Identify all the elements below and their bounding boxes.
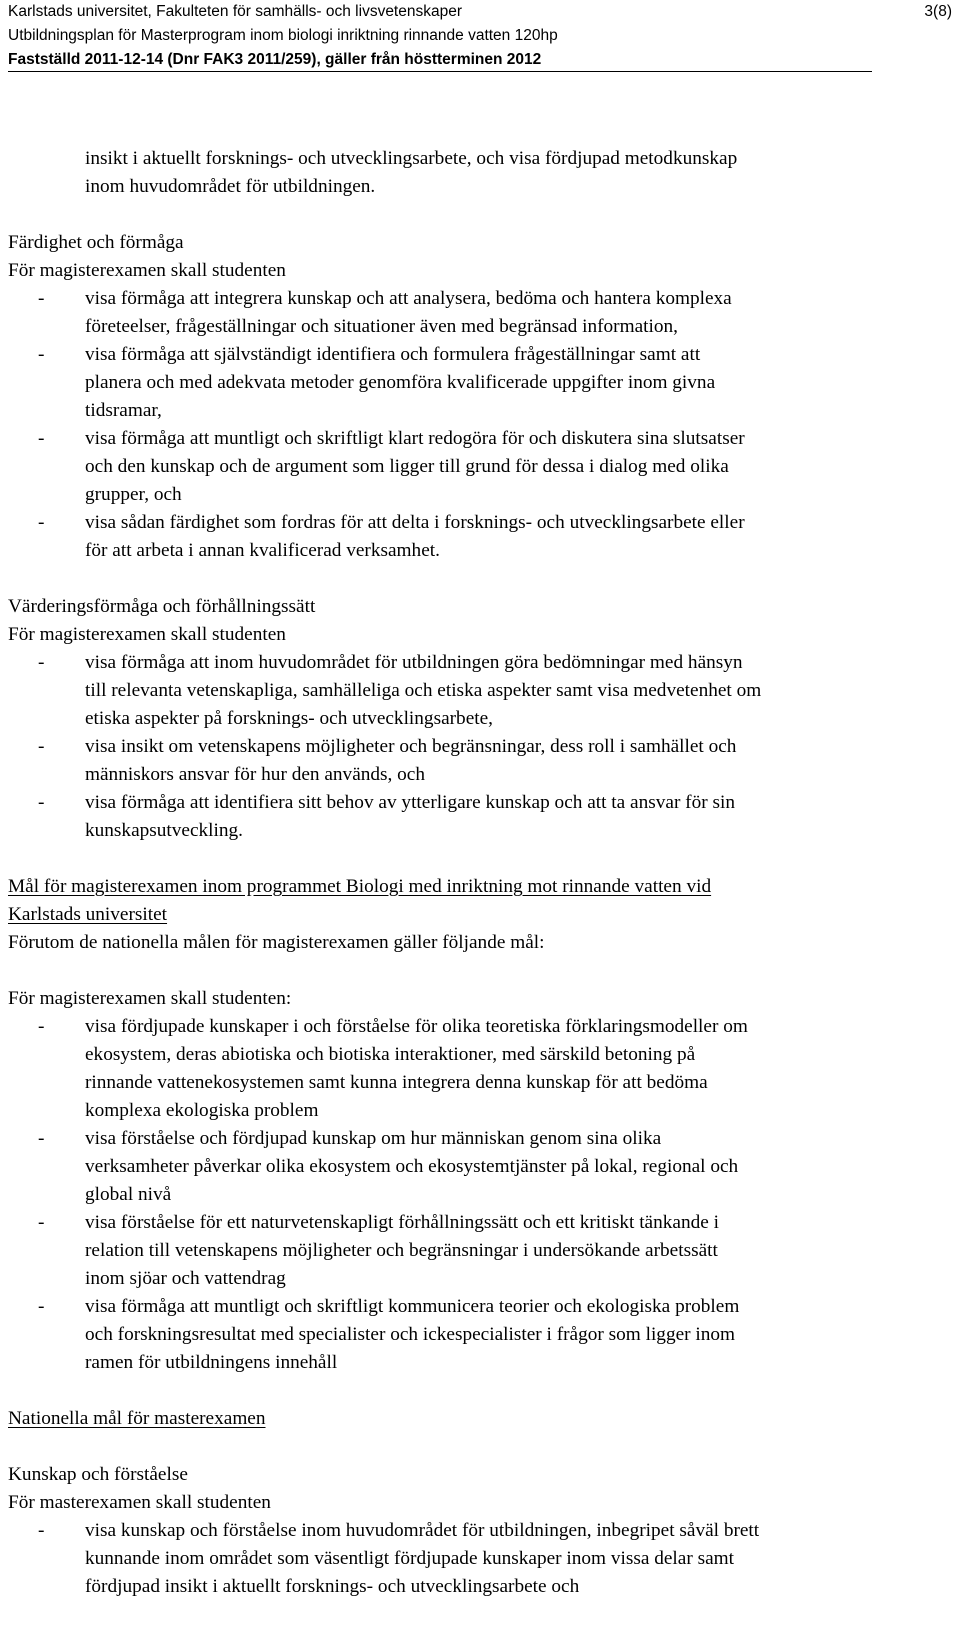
dash-bullet: - <box>38 792 45 813</box>
section-lead: För magisterexamen skall studenten <box>8 260 286 281</box>
section-heading-skills: Färdighet och förmåga <box>8 232 184 253</box>
list-item-line: visa förståelse och fördjupad kunskap om hur människan genom sina olika <box>85 1128 662 1149</box>
list-item-line: tidsramar, <box>85 400 162 421</box>
list-item-line: visa förmåga att inom huvudområdet för utbildningen göra bedömningar med hänsyn <box>85 652 743 673</box>
list-item-line: till relevanta vetenskapliga, samhälleliga och etiska aspekter samt visa medvetenhet om <box>85 680 762 701</box>
dash-bullet: - <box>38 1016 45 1037</box>
national-master-list <box>8 1517 953 1601</box>
dash-bullet: - <box>38 652 45 673</box>
list-item-line: inom sjöar och vattendrag <box>85 1268 286 1289</box>
dash-bullet: - <box>38 344 45 365</box>
dash-bullet: - <box>38 1212 45 1233</box>
list-item <box>8 341 953 425</box>
list-item-line: ekosystem, deras abiotiska och biotiska interaktioner, med särskild betoning på <box>85 1044 696 1065</box>
list-item-line: grupper, och <box>85 484 182 505</box>
list-item-line: fördjupad insikt i aktuellt forsknings- och utvecklingsarbete och <box>85 1576 580 1597</box>
list-item-line: visa förmåga att muntligt och skriftligt klart redogöra för och diskutera sina slutsatser <box>85 428 745 449</box>
list-item <box>8 1125 953 1209</box>
list-item-line: kunnande inom området som väsentligt fördjupade kunskaper inom vissa delar samt <box>85 1548 734 1569</box>
list-item <box>8 733 953 789</box>
section-heading-program-goals: Karlstads universitet <box>8 904 168 925</box>
list-item-line: människors ansvar för hur den används, och <box>85 764 426 785</box>
page-number: 3(8) <box>924 3 952 20</box>
section-lead: För magisterexamen skall studenten: <box>8 988 292 1009</box>
list-item <box>8 425 953 509</box>
list-item <box>8 789 953 845</box>
list-item-line: visa förmåga att integrera kunskap och att analysera, bedöma och hantera komplexa <box>85 288 732 309</box>
list-item-line: ramen för utbildningens innehåll <box>85 1352 338 1373</box>
list-item-line: visa förmåga att muntligt och skriftligt kommunicera teorier och ekologiska problem <box>85 1296 740 1317</box>
header-university: Karlstads universitet, Fakulteten för samhälls- och livsvetenskaper <box>8 3 463 20</box>
dash-bullet: - <box>38 512 45 533</box>
list-item-line: global nivå <box>85 1184 172 1205</box>
list-item-line: komplexa ekologiska problem <box>85 1100 319 1121</box>
values-list <box>8 649 953 845</box>
list-item <box>8 285 953 341</box>
list-item-line: relation till vetenskapens möjligheter och begränsningar i undersökande arbetssätt <box>85 1240 718 1261</box>
intro-line: insikt i aktuellt forsknings- och utvecklingsarbete, och visa fördjupad metodkunskap <box>85 148 738 169</box>
list-item-line: visa förmåga att identifiera sitt behov av ytterligare kunskap och att ta ansvar för sin <box>85 792 735 813</box>
list-item-line: planera och med adekvata metoder genomföra kvalificerade uppgifter inom givna <box>85 372 716 393</box>
list-item <box>8 1209 953 1293</box>
list-item-line: visa kunskap och förståelse inom huvudområdet för utbildningen, inbegripet såväl brett <box>85 1520 760 1541</box>
list-item-line: rinnande vattenekosystemen samt kunna integrera denna kunskap för att bedöma <box>85 1072 708 1093</box>
section-heading-values: Värderingsförmåga och förhållningssätt <box>8 596 316 617</box>
header-approval-info: Fastställd 2011-12-14 (Dnr FAK3 2011/259), gäller från höstterminen 2012 <box>8 51 542 68</box>
list-item-line: och forskningsresultat med specialister och ickespecialister i frågor som ligger inom <box>85 1324 736 1345</box>
list-item-line: visa förmåga att självständigt identifiera och formulera frågeställningar samt att <box>85 344 701 365</box>
dash-bullet: - <box>38 428 45 449</box>
dash-bullet: - <box>38 1296 45 1317</box>
section-heading-national-master: Nationella mål för masterexamen <box>8 1408 266 1429</box>
program-goals-intro: Förutom de nationella målen för magisterexamen gäller följande mål: <box>8 932 545 953</box>
section-heading-program-goals: Mål för magisterexamen inom programmet Biologi med inriktning mot rinnande vatten vid <box>8 876 712 897</box>
list-item-line: företeelser, frågeställningar och situationer även med begränsad information, <box>85 316 678 337</box>
list-item-line: för att arbeta i annan kvalificerad verksamhet. <box>85 540 440 561</box>
section-lead: För magisterexamen skall studenten <box>8 624 286 645</box>
list-item <box>8 509 953 565</box>
list-item <box>8 1293 953 1377</box>
program-goals-list <box>8 1013 953 1377</box>
header-divider <box>8 71 872 72</box>
intro-line: inom huvudområdet för utbildningen. <box>85 176 376 197</box>
list-item <box>8 1013 953 1125</box>
list-item-line: etiska aspekter på forsknings- och utvecklingsarbete, <box>85 708 493 729</box>
dash-bullet: - <box>38 288 45 309</box>
list-item-line: verksamheter påverkar olika ekosystem och ekosystemtjänster på lokal, regional och <box>85 1156 739 1177</box>
list-item-line: kunskapsutveckling. <box>85 820 243 841</box>
section-lead: För masterexamen skall studenten <box>8 1492 271 1513</box>
list-item-line: och den kunskap och de argument som ligger till grund för dessa i dialog med olika <box>85 456 729 477</box>
section-subheading-knowledge: Kunskap och förståelse <box>8 1464 188 1485</box>
list-item-line: visa förståelse för ett naturvetenskapligt förhållningssätt och ett kritiskt tänkande i <box>85 1212 719 1233</box>
list-item-line: visa insikt om vetenskapens möjligheter och begränsningar, dess roll i samhället och <box>85 736 737 757</box>
document-body <box>8 145 953 1601</box>
list-item-line: visa fördjupade kunskaper i och förståelse för olika teoretiska förklaringsmodeller om <box>85 1016 748 1037</box>
dash-bullet: - <box>38 1520 45 1541</box>
page-header <box>8 0 960 72</box>
list-item-line: visa sådan färdighet som fordras för att delta i forsknings- och utvecklingsarbete eller <box>85 512 745 533</box>
header-plan-title: Utbildningsplan för Masterprogram inom biologi inriktning rinnande vatten 120hp <box>8 27 558 44</box>
list-item <box>8 1517 953 1601</box>
dash-bullet: - <box>38 1128 45 1149</box>
dash-bullet: - <box>38 736 45 757</box>
skills-list <box>8 285 953 565</box>
list-item <box>8 649 953 733</box>
